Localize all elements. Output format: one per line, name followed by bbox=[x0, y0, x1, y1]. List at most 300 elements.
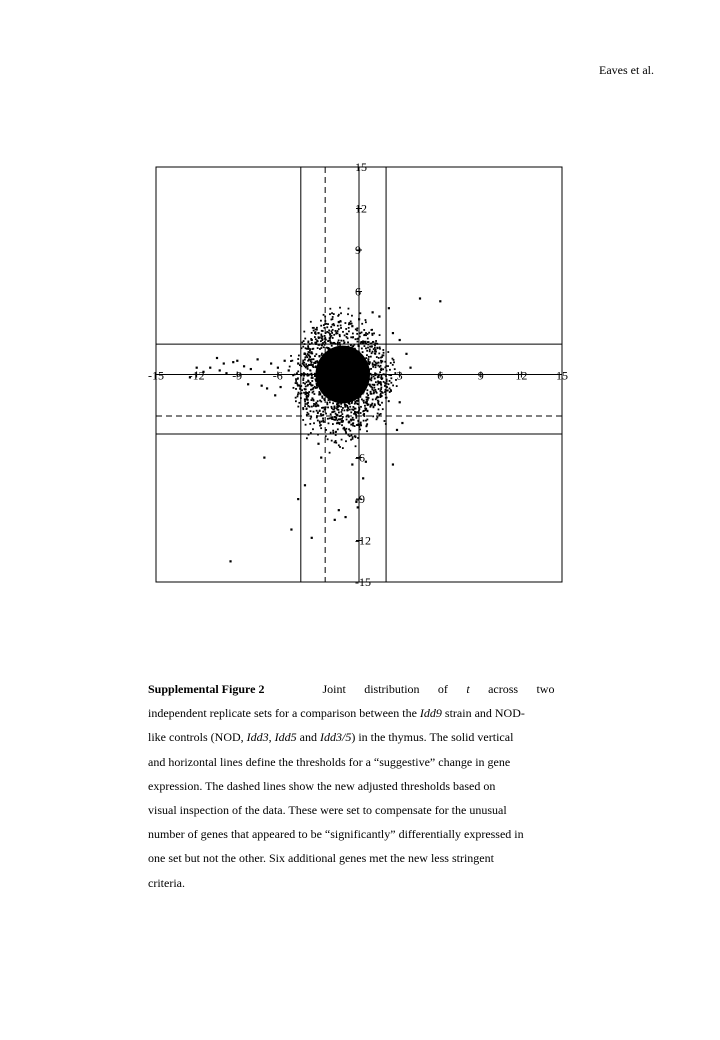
cluster-point bbox=[289, 366, 291, 368]
cluster-point bbox=[339, 392, 341, 394]
cluster-point bbox=[338, 339, 340, 341]
cluster-point bbox=[337, 370, 339, 372]
cluster-point bbox=[360, 379, 362, 381]
cluster-point bbox=[295, 380, 297, 382]
cluster-point bbox=[313, 393, 315, 395]
cluster-point bbox=[374, 352, 376, 354]
cluster-point bbox=[376, 418, 378, 420]
cluster-point bbox=[364, 405, 366, 407]
cluster-point bbox=[356, 378, 358, 380]
cluster-point bbox=[329, 398, 331, 400]
cluster-point bbox=[348, 330, 350, 332]
cluster-point bbox=[310, 321, 312, 323]
cluster-point bbox=[365, 319, 367, 321]
cluster-point bbox=[326, 356, 328, 358]
cluster-point bbox=[331, 345, 333, 347]
cluster-point bbox=[390, 377, 392, 379]
cluster-point bbox=[341, 400, 343, 402]
cluster-point bbox=[316, 387, 318, 389]
cluster-point bbox=[352, 333, 354, 335]
cluster-point bbox=[321, 421, 323, 423]
cluster-point bbox=[363, 413, 365, 415]
cluster-point bbox=[341, 402, 343, 404]
cluster-point bbox=[315, 405, 317, 407]
cluster-point bbox=[386, 370, 388, 372]
cluster-point bbox=[314, 336, 316, 338]
cluster-point bbox=[370, 368, 372, 370]
cluster-point bbox=[384, 385, 386, 387]
cluster-point bbox=[360, 412, 362, 414]
data-point bbox=[388, 307, 390, 309]
data-point bbox=[439, 300, 441, 302]
cluster-point bbox=[308, 351, 310, 353]
cluster-point bbox=[324, 320, 326, 322]
cluster-point bbox=[385, 397, 387, 399]
cluster-point bbox=[348, 363, 350, 365]
cluster-point bbox=[335, 442, 337, 444]
cluster-point bbox=[314, 386, 316, 388]
cluster-point bbox=[319, 410, 321, 412]
cluster-point bbox=[331, 418, 333, 420]
cluster-point bbox=[320, 413, 322, 415]
cluster-point bbox=[352, 346, 354, 348]
cluster-point bbox=[393, 359, 395, 361]
cluster-point bbox=[329, 313, 331, 315]
x-tick-label: -12 bbox=[188, 368, 205, 383]
cluster-point bbox=[347, 392, 349, 394]
cluster-point bbox=[377, 384, 379, 386]
cluster-point bbox=[318, 394, 320, 396]
cluster-point bbox=[301, 389, 303, 391]
cluster-point bbox=[366, 368, 368, 370]
cluster-point bbox=[308, 364, 310, 366]
cluster-point bbox=[329, 417, 331, 419]
cluster-point bbox=[327, 390, 329, 392]
data-point bbox=[290, 528, 292, 530]
cluster-point bbox=[377, 413, 379, 415]
cluster-point bbox=[341, 418, 343, 420]
cluster-point bbox=[353, 353, 355, 355]
cluster-point bbox=[329, 333, 331, 335]
cluster-point bbox=[312, 428, 314, 430]
cluster-point bbox=[368, 341, 370, 343]
data-point bbox=[243, 365, 245, 367]
data-point bbox=[247, 383, 249, 385]
cluster-point bbox=[392, 385, 394, 387]
cluster-point bbox=[369, 346, 371, 348]
cluster-point bbox=[352, 425, 354, 427]
cluster-point bbox=[347, 396, 349, 398]
cluster-point bbox=[306, 381, 308, 383]
cluster-point bbox=[320, 334, 322, 336]
data-point bbox=[317, 332, 319, 334]
cluster-point bbox=[327, 418, 329, 420]
cluster-point bbox=[355, 366, 357, 368]
cluster-point bbox=[374, 389, 376, 391]
cluster-point bbox=[388, 383, 390, 385]
cluster-point bbox=[372, 415, 374, 417]
cluster-point bbox=[327, 407, 329, 409]
cluster-point bbox=[344, 334, 346, 336]
x-tick-label: -6 bbox=[272, 368, 283, 383]
cluster-point bbox=[333, 398, 335, 400]
cluster-point bbox=[325, 435, 327, 437]
cluster-point bbox=[302, 360, 304, 362]
cluster-point bbox=[339, 382, 341, 384]
cluster-point bbox=[338, 404, 340, 406]
cluster-point bbox=[368, 332, 370, 334]
cluster-point bbox=[372, 351, 374, 353]
cluster-point bbox=[373, 390, 375, 392]
cluster-point bbox=[337, 343, 339, 345]
cluster-point bbox=[332, 402, 334, 404]
cluster-point bbox=[329, 337, 331, 339]
cluster-point bbox=[373, 387, 375, 389]
cluster-point bbox=[365, 409, 367, 411]
cluster-point bbox=[332, 342, 334, 344]
cluster-point bbox=[324, 361, 326, 363]
cluster-point bbox=[321, 362, 323, 364]
cluster-point bbox=[367, 344, 369, 346]
cluster-point bbox=[320, 385, 322, 387]
cluster-point bbox=[346, 336, 348, 338]
caption-line-1-text: Joint distribution of t across two bbox=[322, 682, 555, 696]
cluster-point bbox=[321, 345, 323, 347]
cluster-point bbox=[343, 352, 345, 354]
cluster-point bbox=[374, 343, 376, 345]
cluster-point bbox=[336, 422, 338, 424]
cluster-point bbox=[344, 322, 346, 324]
cluster-point bbox=[365, 347, 367, 349]
cluster-point bbox=[298, 402, 300, 404]
cluster-point bbox=[293, 387, 295, 389]
cluster-point bbox=[329, 401, 331, 403]
cluster-point bbox=[306, 414, 308, 416]
cluster-point bbox=[302, 419, 304, 421]
cluster-point bbox=[350, 336, 352, 338]
cluster-point bbox=[297, 396, 299, 398]
data-point bbox=[236, 360, 238, 362]
cluster-point bbox=[334, 353, 336, 355]
cluster-point bbox=[351, 364, 353, 366]
cluster-point bbox=[355, 338, 357, 340]
cluster-point bbox=[345, 385, 347, 387]
cluster-point bbox=[338, 418, 340, 420]
cluster-point bbox=[317, 434, 319, 436]
cluster-point bbox=[295, 378, 297, 380]
data-point bbox=[362, 477, 364, 479]
cluster-point bbox=[371, 376, 373, 378]
cluster-point bbox=[351, 390, 353, 392]
data-point bbox=[250, 368, 252, 370]
cluster-point bbox=[380, 368, 382, 370]
cluster-point bbox=[360, 360, 362, 362]
cluster-point bbox=[356, 333, 358, 335]
cluster-point bbox=[371, 352, 373, 354]
cluster-point bbox=[362, 358, 364, 360]
cluster-point bbox=[295, 397, 297, 399]
cluster-point bbox=[361, 323, 363, 325]
cluster-point bbox=[337, 385, 339, 387]
cluster-point bbox=[387, 351, 389, 353]
x-tick-label: 15 bbox=[556, 368, 568, 383]
cluster-point bbox=[348, 428, 350, 430]
cluster-point bbox=[317, 347, 319, 349]
cluster-point bbox=[319, 421, 321, 423]
cluster-point bbox=[320, 340, 322, 342]
cluster-point bbox=[307, 341, 309, 343]
cluster-point bbox=[319, 356, 321, 358]
x-tick-label: 3 bbox=[396, 368, 403, 383]
cluster-point bbox=[369, 349, 371, 351]
cluster-point bbox=[310, 359, 312, 361]
cluster-point bbox=[333, 390, 335, 392]
cluster-point bbox=[351, 349, 353, 351]
cluster-point bbox=[379, 346, 381, 348]
cluster-point bbox=[302, 408, 304, 410]
cluster-point bbox=[304, 359, 306, 361]
cluster-point bbox=[352, 436, 354, 438]
cluster-point bbox=[329, 379, 331, 381]
cluster-point bbox=[323, 393, 325, 395]
cluster-point bbox=[350, 386, 352, 388]
cluster-point bbox=[342, 421, 344, 423]
cluster-point bbox=[370, 404, 372, 406]
cluster-point bbox=[343, 390, 345, 392]
cluster-point bbox=[337, 414, 339, 416]
cluster-point bbox=[324, 337, 326, 339]
cluster-point bbox=[347, 341, 349, 343]
cluster-point bbox=[374, 378, 376, 380]
cluster-point bbox=[339, 354, 341, 356]
cluster-point bbox=[305, 386, 307, 388]
cluster-point bbox=[347, 346, 349, 348]
data-point bbox=[399, 339, 401, 341]
cluster-point bbox=[335, 330, 337, 332]
cluster-point bbox=[324, 381, 326, 383]
cluster-point bbox=[316, 410, 318, 412]
cluster-point bbox=[366, 430, 368, 432]
cluster-point bbox=[324, 335, 326, 337]
cluster-point bbox=[361, 348, 363, 350]
data-point bbox=[266, 387, 268, 389]
cluster-point bbox=[335, 417, 337, 419]
cluster-point bbox=[346, 363, 348, 365]
cluster-point bbox=[334, 386, 336, 388]
cluster-point bbox=[335, 379, 337, 381]
cluster-point bbox=[340, 406, 342, 408]
data-point bbox=[338, 509, 340, 511]
cluster-point bbox=[338, 411, 340, 413]
cluster-point bbox=[297, 358, 299, 360]
cluster-point bbox=[317, 412, 319, 414]
cluster-point bbox=[305, 393, 307, 395]
cluster-point bbox=[354, 408, 356, 410]
cluster-point bbox=[361, 385, 363, 387]
cluster-point bbox=[343, 410, 345, 412]
cluster-point bbox=[324, 390, 326, 392]
cluster-point bbox=[324, 344, 326, 346]
cluster-point bbox=[310, 418, 312, 420]
cluster-point bbox=[337, 325, 339, 327]
cluster-point bbox=[310, 416, 312, 418]
cluster-point bbox=[396, 385, 398, 387]
cluster-point bbox=[354, 435, 356, 437]
cluster-point bbox=[366, 401, 368, 403]
cluster-point bbox=[363, 371, 365, 373]
data-point bbox=[261, 385, 263, 387]
cluster-point bbox=[312, 392, 314, 394]
cluster-point bbox=[345, 366, 347, 368]
cluster-point bbox=[348, 421, 350, 423]
cluster-point bbox=[304, 405, 306, 407]
data-point bbox=[409, 367, 411, 369]
cluster-point bbox=[350, 378, 352, 380]
cluster-point bbox=[325, 429, 327, 431]
cluster-point bbox=[378, 400, 380, 402]
cluster-point bbox=[337, 402, 339, 404]
cluster-point bbox=[332, 337, 334, 339]
cluster-point bbox=[305, 347, 307, 349]
cluster-point bbox=[307, 347, 309, 349]
cluster-point bbox=[302, 346, 304, 348]
cluster-point bbox=[346, 361, 348, 363]
cluster-point bbox=[304, 343, 306, 345]
cluster-point bbox=[314, 332, 316, 334]
cluster-point bbox=[313, 422, 315, 424]
data-point bbox=[351, 325, 353, 327]
cluster-point bbox=[322, 391, 324, 393]
cluster-point bbox=[382, 354, 384, 356]
cluster-point bbox=[332, 355, 334, 357]
cluster-point bbox=[347, 369, 349, 371]
cluster-point bbox=[321, 396, 323, 398]
cluster-point bbox=[360, 422, 362, 424]
cluster-point bbox=[346, 377, 348, 379]
cluster-point bbox=[370, 391, 372, 393]
cluster-point bbox=[379, 371, 381, 373]
cluster-point bbox=[331, 371, 333, 373]
y-tick-label: 12 bbox=[355, 201, 367, 216]
cluster-point bbox=[344, 429, 346, 431]
cluster-point bbox=[351, 402, 353, 404]
cluster-point bbox=[334, 441, 336, 443]
x-tick-label: 12 bbox=[515, 368, 528, 383]
cluster-point bbox=[348, 383, 350, 385]
cluster-point bbox=[383, 352, 385, 354]
cluster-point bbox=[389, 388, 391, 390]
cluster-point bbox=[340, 312, 342, 314]
cluster-point bbox=[315, 402, 317, 404]
cluster-point bbox=[359, 394, 361, 396]
cluster-point bbox=[341, 382, 343, 384]
cluster-point bbox=[337, 358, 339, 360]
cluster-point bbox=[381, 391, 383, 393]
cluster-point bbox=[339, 344, 341, 346]
cluster-point bbox=[362, 342, 364, 344]
cluster-point bbox=[326, 331, 328, 333]
cluster-point bbox=[309, 343, 311, 345]
cluster-point bbox=[362, 351, 364, 353]
cluster-point bbox=[313, 362, 315, 364]
cluster-point bbox=[306, 397, 308, 399]
cluster-point bbox=[364, 345, 366, 347]
data-point bbox=[225, 372, 227, 374]
cluster-point bbox=[353, 344, 355, 346]
cluster-point bbox=[367, 338, 369, 340]
cluster-point bbox=[324, 394, 326, 396]
cluster-point bbox=[339, 335, 341, 337]
cluster-point bbox=[375, 381, 377, 383]
cluster-point bbox=[328, 362, 330, 364]
cluster-point bbox=[369, 350, 371, 352]
cluster-point bbox=[359, 428, 361, 430]
cluster-point bbox=[368, 378, 370, 380]
cluster-point bbox=[326, 402, 328, 404]
cluster-point bbox=[360, 358, 362, 360]
cluster-point bbox=[344, 383, 346, 385]
cluster-point bbox=[389, 380, 391, 382]
cluster-point bbox=[370, 329, 372, 331]
cluster-point bbox=[378, 357, 380, 359]
data-point bbox=[263, 457, 265, 459]
cluster-point bbox=[342, 447, 344, 449]
cluster-point bbox=[310, 432, 312, 434]
cluster-point bbox=[307, 405, 309, 407]
cluster-point bbox=[336, 382, 338, 384]
cluster-point bbox=[350, 419, 352, 421]
cluster-point bbox=[319, 344, 321, 346]
cluster-point bbox=[369, 368, 371, 370]
cluster-point bbox=[305, 363, 307, 365]
cluster-point bbox=[359, 356, 361, 358]
data-point bbox=[304, 398, 306, 400]
data-point bbox=[209, 367, 211, 369]
cluster-point bbox=[304, 403, 306, 405]
cluster-point bbox=[341, 369, 343, 371]
cluster-point bbox=[380, 388, 382, 390]
cluster-point bbox=[370, 393, 372, 395]
cluster-point bbox=[387, 365, 389, 367]
cluster-point bbox=[363, 390, 365, 392]
cluster-point bbox=[357, 341, 359, 343]
cluster-point bbox=[315, 353, 317, 355]
cluster-point bbox=[338, 328, 340, 330]
cluster-point bbox=[354, 425, 356, 427]
x-tick-label: -15 bbox=[148, 368, 164, 383]
cluster-point bbox=[365, 343, 367, 345]
cluster-point bbox=[316, 341, 318, 343]
cluster-point bbox=[367, 359, 369, 361]
cluster-point bbox=[366, 423, 368, 425]
cluster-point bbox=[356, 352, 358, 354]
cluster-point bbox=[309, 382, 311, 384]
cluster-point bbox=[347, 414, 349, 416]
cluster-point bbox=[360, 424, 362, 426]
cluster-point bbox=[330, 387, 332, 389]
cluster-point bbox=[322, 417, 324, 419]
cluster-point bbox=[303, 382, 305, 384]
cluster-point bbox=[360, 341, 362, 343]
cluster-point bbox=[365, 425, 367, 427]
cluster-point bbox=[332, 357, 334, 359]
cluster-point bbox=[390, 390, 392, 392]
data-point bbox=[365, 461, 367, 463]
cluster-point bbox=[338, 409, 340, 411]
cluster-point bbox=[345, 440, 347, 442]
cluster-point bbox=[323, 327, 325, 329]
cluster-point bbox=[349, 397, 351, 399]
